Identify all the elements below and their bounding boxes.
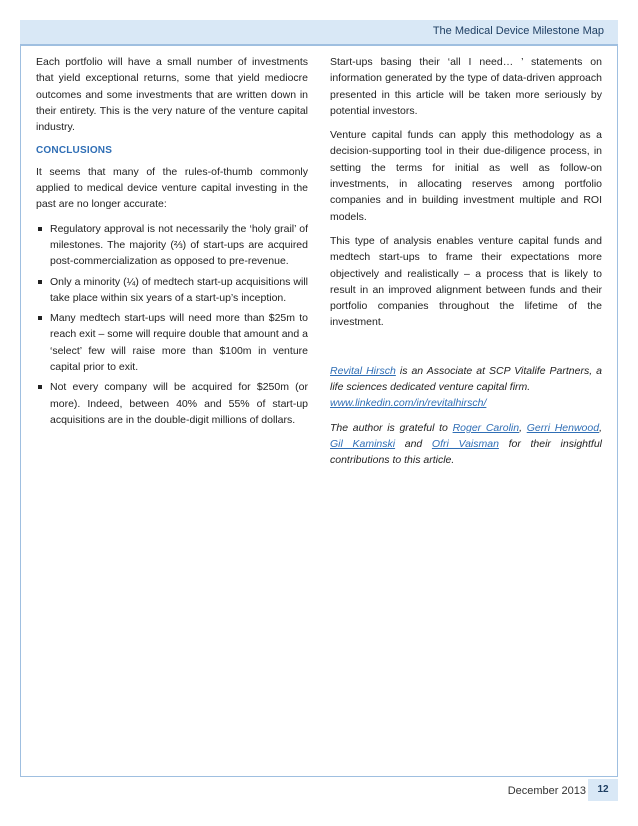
intro-paragraph: Each portfolio will have a small number of investments that yield exceptional returns, some that yield mediocre outcomes and some investments that are written down in their entirety. This is the very nature of the venture capital industry. <box>36 56 308 134</box>
author-name-link[interactable]: Revital Hirsch <box>330 364 396 377</box>
left-column <box>36 54 308 432</box>
analysis-paragraph: This type of analysis enables venture capital funds and medtech start-ups to frame their expectations more objectively and realistically – a process that is likely to result in an improved alignment between funds and their portfolio companies throughout the lifetime of the investment. <box>330 234 602 329</box>
ack-and: and <box>395 437 432 450</box>
page-number: 12 <box>588 779 618 801</box>
list-item: Only a minority (¼) of medtech start-up acquisitions will take place within six years of a start-up’s inception. <box>36 274 308 307</box>
conclusions-list <box>36 221 308 429</box>
ack-link-gerri-henwood[interactable]: Gerri Henwood <box>526 421 600 434</box>
ack-outro: for their insightful contributions to this article. <box>330 437 602 467</box>
startups-paragraph: Start-ups basing their ‘all I need… ’ statements on information generated by the type of data-driven approach presented in this article will be taken more seriously by potential investors. <box>330 56 602 117</box>
ack-separator: , <box>519 421 527 434</box>
ack-intro: The author is grateful to <box>330 421 453 434</box>
ack-separator: , <box>599 421 602 434</box>
header-rule <box>20 44 618 46</box>
list-item: Regulatory approval is not necessarily the ‘holy grail’ of milestones. The majority (⅔) of start-ups are acquired post-commercialization as opposed to pre-revenue. <box>36 221 308 270</box>
ack-link-gil-kaminski[interactable]: Gil Kaminski <box>330 437 396 450</box>
linkedin-link[interactable]: www.linkedin.com/in/revitalhirsch/ <box>330 397 487 410</box>
bottom-rule <box>20 776 618 777</box>
header-band <box>20 20 618 45</box>
author-bio <box>330 363 602 412</box>
running-header-title: The Medical Device Milestone Map <box>432 25 604 37</box>
list-item: Not every company will be acquired for $250m (or more). Indeed, between 40% and 55% of start-up acquisitions are in the double-digit millions of dollars. <box>36 379 308 428</box>
methodology-paragraph: Venture capital funds can apply this methodology as a decision-supporting tool in their due-diligence process, in setting the terms for initial as well as follow-on investments, in allocating reserves among portfolio companies and in building investment multiple and ROI models. <box>330 129 602 223</box>
ack-link-ofri-vaisman[interactable]: Ofri Vaisman <box>431 437 499 450</box>
acknowledgement <box>330 420 602 469</box>
right-border <box>617 46 618 776</box>
list-item: Many medtech start-ups will need more than $25m to reach exit – some will require double that amount and a ‘select’ few will raise more than $100m in venture capital prior to exit. <box>36 310 308 375</box>
conclusions-paragraph: It seems that many of the rules-of-thumb commonly applied to medical device venture capital investing in the past are no longer accurate: <box>36 165 308 211</box>
left-border <box>20 46 21 776</box>
right-column <box>330 54 602 477</box>
ack-link-roger-carolin[interactable]: Roger Carolin <box>452 421 520 434</box>
author-bio-text: is an Associate at SCP Vitalife Partners, a life sciences dedicated venture capital firm. <box>330 364 602 394</box>
conclusions-heading: CONCLUSIONS <box>36 145 113 157</box>
footer-date: December 2013 <box>507 785 586 797</box>
